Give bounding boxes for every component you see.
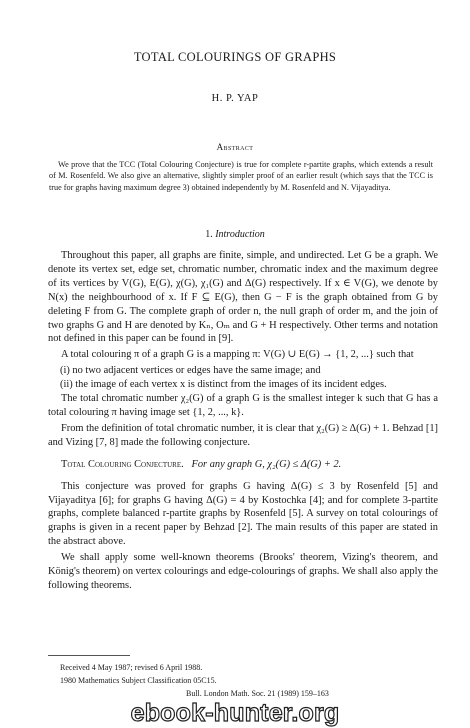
paragraph-4: From the definition of total chromatic number, it is clear that χ₂(G) ≥ Δ(G) + 1. Behzad [1] and Vizing [7, 8] made the following conjecture. <box>48 422 438 448</box>
list-item-i: (i) no two adjacent vertices or edges have the same image; and <box>60 365 321 377</box>
journal-citation: Bull. London Math. Soc. 21 (1989) 159–163 <box>186 689 329 698</box>
paragraph-2: A total colouring π of a graph G is a mapping π: V(G) ∪ E(G) → {1, 2, ...} such that <box>61 349 414 361</box>
conjecture-statement: For any graph G, χ₂(G) ≤ Δ(G) + 2. <box>191 458 342 470</box>
conjecture <box>48 458 438 472</box>
received-dates: Received 4 May 1987; revised 6 April 1988. <box>60 663 203 672</box>
paper-title: TOTAL COLOURINGS OF GRAPHS <box>133 50 337 64</box>
conjecture-label: Total Colouring Conjecture. <box>61 458 184 470</box>
paper-author: H. P. YAP <box>211 93 259 104</box>
paragraph-3: The total chromatic number χ₂(G) of a graph G is the smallest integer k such that G has a total colouring π having image set {1, 2, ..., k}. <box>48 393 438 418</box>
paragraph-6: We shall apply some well-known theorems (Brooks' theorem, Vizing's theorem, and König's theorem) on vertex colourings and edge-colourings of graphs. We shall also apply the following theorems. <box>48 552 438 591</box>
body-text <box>48 249 438 595</box>
list-item-ii: (ii) the image of each vertex x is distinct from the images of its incident edges. <box>60 379 387 391</box>
paragraph-1: Throughout this paper, all graphs are finite, simple, and undirected. Let G be a graph. We denote its vertex set, edge set, chromatic number, chromatic index and the maximum degree of its vertices by V(G), E(G), χ(G), χ₁(G) and Δ(G) respectively. If x ∈ V(G), we denote by N(x) the neighbourhood of x. If F ⊆ E(G), then G − F is the graph obtained from G by deleting F from G. The complete graph of order n, the null graph of order m, and the join of two graphs G and H are denoted by Kₙ, Oₘ and G + H respectively. Other terms and notation not defined in this paper can be found in [9]. <box>48 250 438 345</box>
watermark: ebook-hunter.org <box>130 699 340 727</box>
abstract-text: We prove that the TCC (Total Colouring Conjecture) is true for complete r-partite graphs, which extends a result of M. Rosenfeld. We also give an alternative, slightly simpler proof of an earlier result (which says that the TCC is true for graphs having maximum degree 3) obtained independently by M. Rosenfeld and N. Vijayaditya. <box>49 160 433 192</box>
section-title: Introduction <box>215 229 265 240</box>
paragraph-5: This conjecture was proved for graphs G having Δ(G) ≤ 3 by Rosenfeld [5] and Vijayaditya [6]; for graphs G having Δ(G) = 4 by Kostochka [4]; and for complete 3-partite graphs, complete balanced r-partite graphs by Rosenfeld [5]. A survey on total colourings of graphs is given in a recent paper by Behzad [2]. The main results of this paper are stated in the abstract above. <box>48 480 438 548</box>
abstract-heading: Abstract <box>216 142 254 152</box>
section-heading <box>0 229 470 240</box>
subject-classification: 1980 Mathematics Subject Classification 05C15. <box>60 676 217 685</box>
footnote-rule <box>48 655 130 656</box>
section-number: 1. <box>205 229 213 240</box>
